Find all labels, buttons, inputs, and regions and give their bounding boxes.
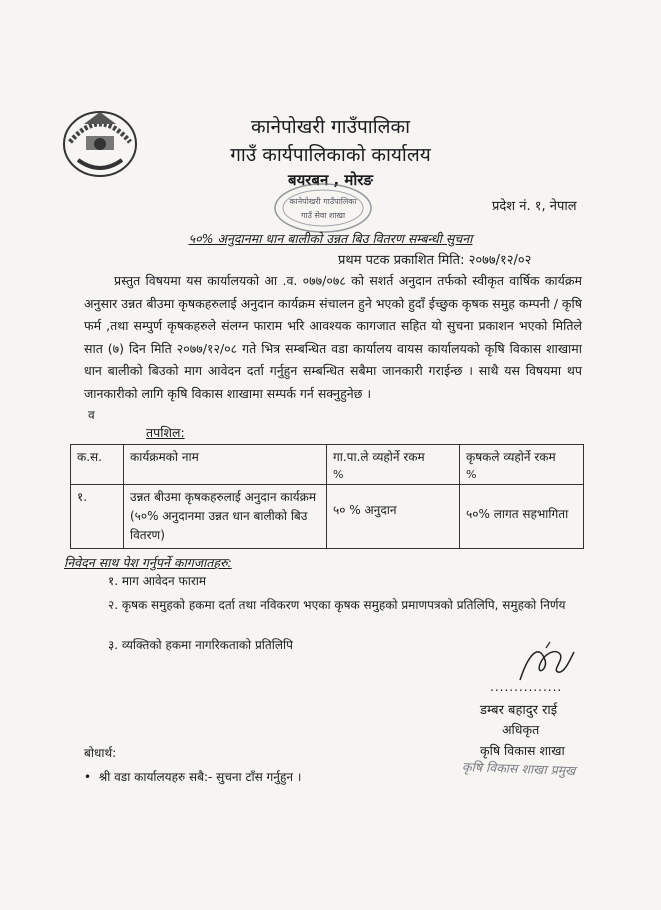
header-farmer-share-label: कृषकले व्यहोर्ने रकम [466,450,556,464]
bullet-icon: • [84,770,99,784]
stamp-text-2: गाउँ सेवा शाखा [300,211,346,220]
signatory-name: डम्बर बहादुर राई [480,703,558,718]
stamp-text: कानेपोखरी गाउँपालिका [289,197,357,206]
province-label: प्रदेश नं. १, नेपाल [492,199,577,214]
signature-line: ............... [490,680,563,694]
cell-program: उन्नत बीउमा कृषकहरुलाई अनुदान कार्यक्रम (५०% अनुदानमा उन्नत धान बालीको बिउ वितरण) [124,485,327,549]
distribution-item [84,768,301,785]
schedule-title: तपशिल: [146,425,185,440]
office-name: गाउँ कार्यपालिकाको कार्यालय [230,144,431,166]
municipality-name: कानेपोखरी गाउँपालिका [250,116,411,138]
header-farmer-share [460,445,584,485]
header-farmer-share-pct: % [466,468,477,481]
document-item: ३. व्यक्तिको हकमा नागरिकताको प्रतिलिपि [108,638,293,652]
publish-date: प्रथम पटक प्रकाशित मिति: २०७७/१२/०२ [338,253,532,268]
table-row [71,485,584,549]
notice-subject: ५०% अनुदानमा धान बालीको उन्नत बिउ वितरण सम्बन्धी सुचना [188,231,473,246]
office-stamp [268,178,378,236]
header-municipality-share-pct: % [333,468,344,481]
schedule-table [70,444,584,549]
document-item: १. माग आवेदन फाराम [108,574,207,588]
office-address: बयरबन , मोरङ [288,171,373,189]
cell-municipality-share: ५० % अनुदान [327,485,460,549]
notice-body: प्रस्तुत विषयमा यस कार्यालयको आ .व. ०७७/०७८ को सशर्त अनुदान तर्फको स्वीकृत वार्षिक कार्यक्रम अनुसार उन्नत बीउमा कृषकहरुलाई अनुदान कार्यक्रम संचालन हुने भएको हुदाँ ईच्छुक कृषक समुह कम्पनी / कृषि फर्म ,तथा सम्पुर्ण कृषकहरुले संलग्न फाराम भरि आवश्यक कागजात सहित यो सुचना प्रकाशन भएको मितिले सात (७) दिन मिति २०७७/१२/०८ गते भित्र सम्बन्धित वडा कार्यालय वायस कार्यालयको कृषि विकास शाखामा धान बालीको बिउको माग आवेदन दर्ता गर्नुहुन सम्बन्धित सबैमा जानकारी गराईन्छ । साथै यस विषयमा थप जानकारीको लागि कृषि विकास शाखामा सम्पर्क गर्न सक्नुहुनेछ । [84,273,582,401]
cell-sn: १. [71,485,124,549]
document-item: २. कृषक समुहको हकमा दर्ता तथा नविकरण भएका कृषक समुहको प्रमाणपत्रको प्रतिलिपि, समुहको निर्णय [108,598,566,612]
documents-title: निवेदन साथ पेश गर्नुपर्ने कागजातहरु: [64,555,232,570]
header-municipality-share-label: गा.पा.ले व्यहोर्ने रकम [333,450,425,464]
table-header-row [71,445,584,485]
header-program: कार्यक्रमको नाम [124,445,327,485]
branch-stamp: कृषि विकास शाखा प्रमुख [461,759,576,778]
distribution-item-text: श्री वडा कार्यालयहरु सबै:- सुचना टाँस गर्नुहुन । [98,770,302,784]
signatory-branch: कृषि विकास शाखा [480,743,565,758]
cell-farmer-share: ५०% लागत सहभागिता [460,485,584,549]
signatory-title: अधिकृत [502,722,540,737]
header-sn: क.स. [71,445,124,485]
distribution-title: बोधार्थ: [84,746,117,760]
header-municipality-share [327,445,460,485]
notice-va: व [88,408,95,422]
